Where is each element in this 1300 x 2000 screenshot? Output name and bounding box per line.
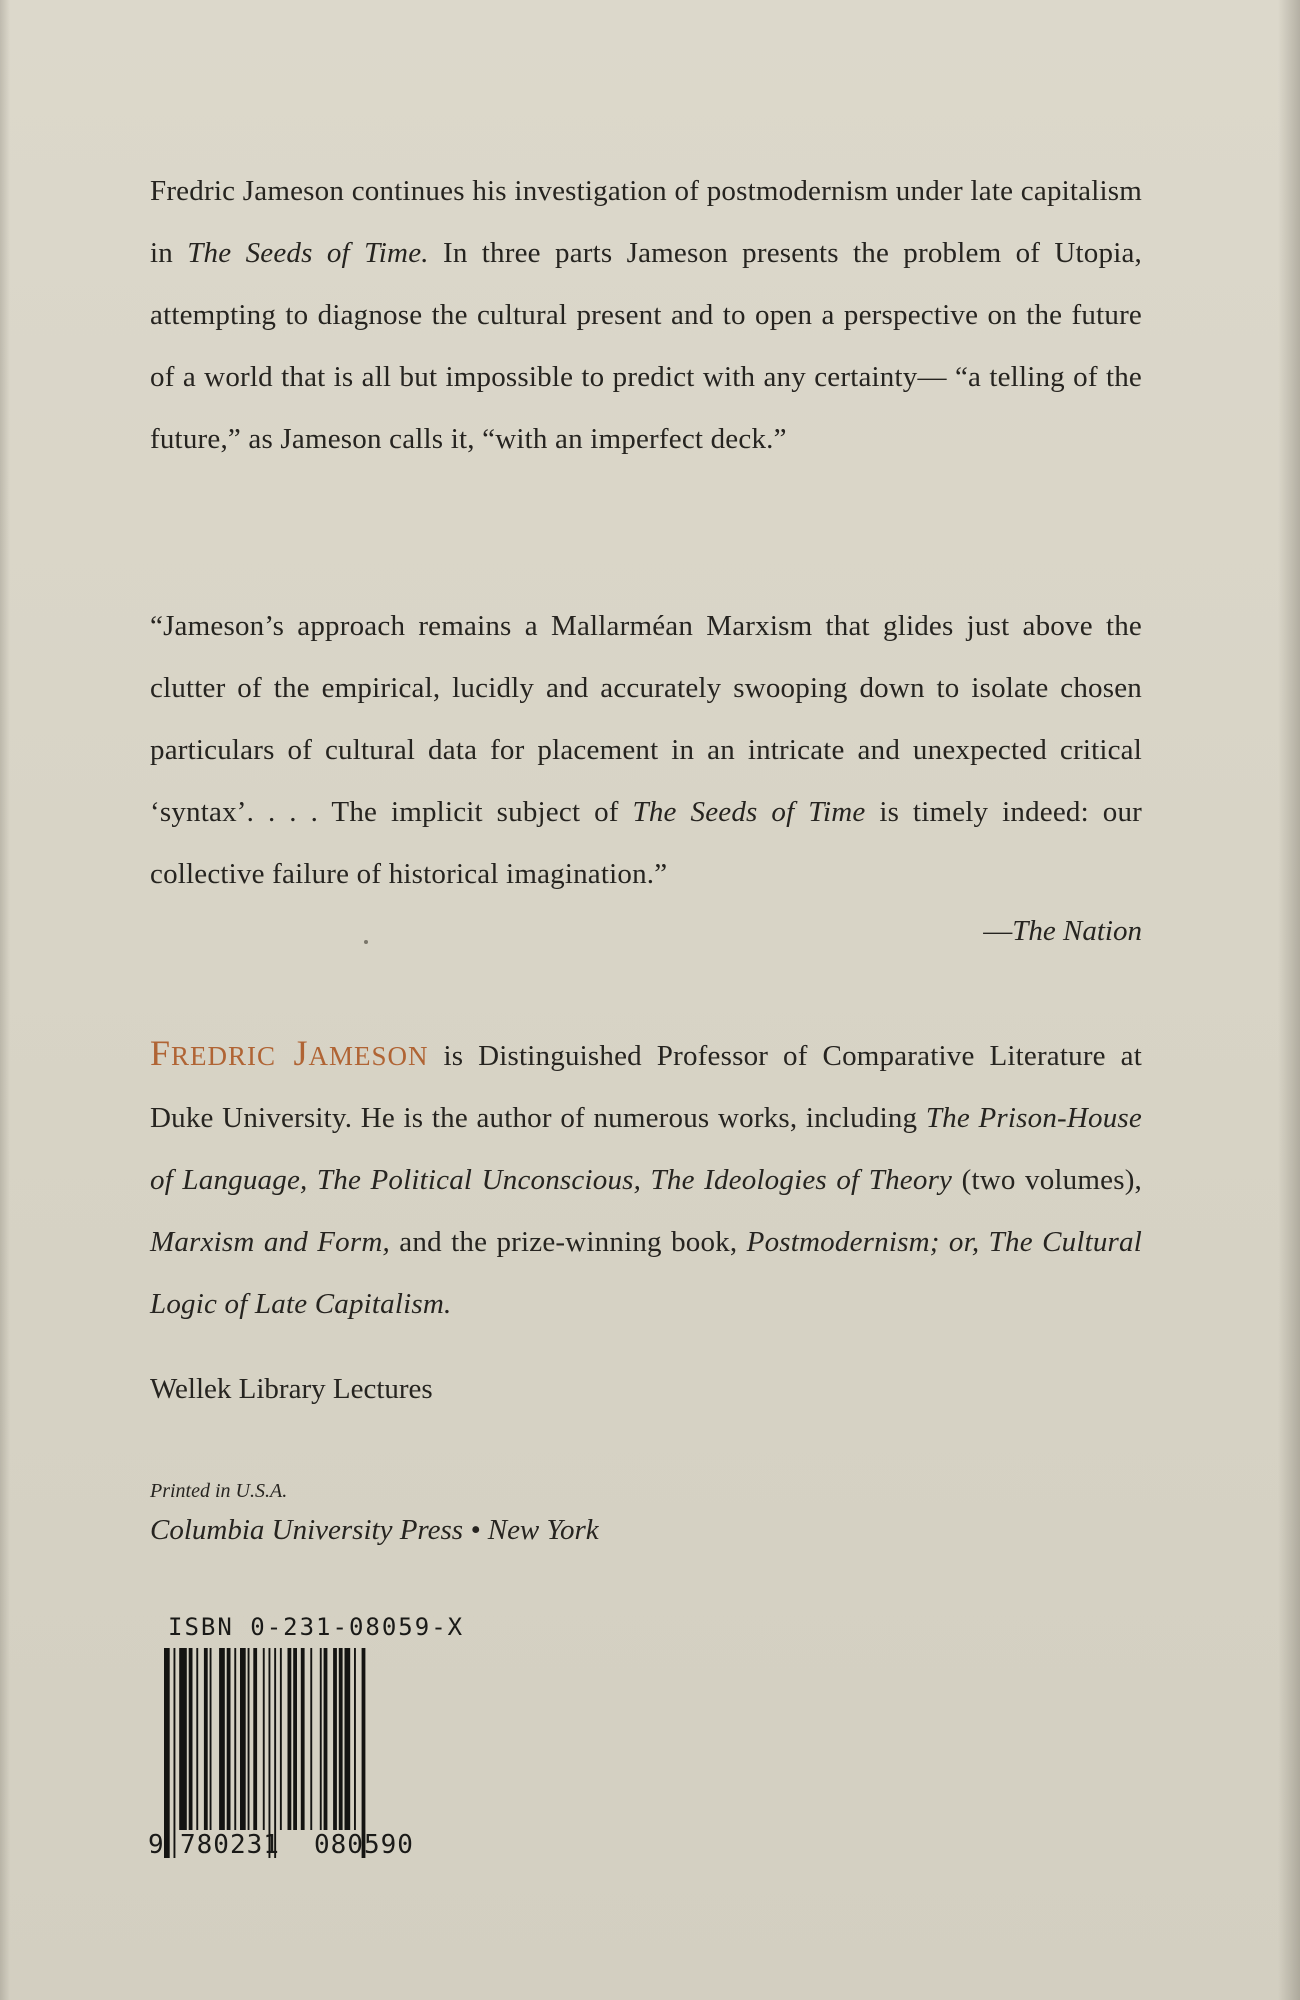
barcode-bar (263, 1648, 265, 1830)
barcode-bar (354, 1648, 356, 1830)
publisher-line: Columbia University Press • New York (150, 1514, 599, 1546)
attribution-dash: — (983, 915, 1013, 947)
barcode-bar (301, 1648, 305, 1830)
barcode-bar (324, 1648, 328, 1830)
barcode-bar (333, 1648, 337, 1830)
attribution-source: The Nation (1012, 915, 1142, 947)
barcode-bar (269, 1648, 271, 1858)
quote-text: “Jameson’s approach remains a Mallarméan Marxism that glides just above the clutter of the empirical, lucidly and accurately swooping down to isolate chosen particulars of cultural data for placement in an intricate and unexpected critical ‘syntax’. . . . The implicit subject of (150, 610, 1142, 828)
barcode-bar (345, 1648, 351, 1830)
barcode-bar (179, 1648, 187, 1830)
barcode-bar (174, 1648, 176, 1858)
author-name-initial: F (150, 1033, 172, 1073)
barcode (164, 1648, 444, 1858)
quote-book-title: The Seeds of Time (632, 796, 866, 828)
series-name: Wellek Library Lectures (150, 1373, 433, 1405)
barcode-bar (288, 1648, 292, 1830)
barcode-bar (248, 1648, 250, 1830)
barcode-bar (210, 1648, 212, 1830)
barcode-right-digits: 080590 (314, 1830, 414, 1860)
barcode-bar (219, 1648, 225, 1830)
bio-text-prize: and the prize-winning book, (389, 1226, 747, 1258)
barcode-bar (196, 1648, 198, 1830)
barcode-bar (339, 1648, 343, 1830)
author-name-space (276, 1033, 293, 1073)
barcode-bar (253, 1648, 257, 1830)
bio-work-marxism: Marxism and Form, (150, 1226, 390, 1258)
barcode-bar (240, 1648, 246, 1830)
bio-text-volumes: (two volumes), (952, 1164, 1142, 1196)
author-name-last: AMESON (308, 1041, 429, 1071)
quote-text-continued: is timely indeed: our collective failure of historical imagination.” (150, 796, 1142, 890)
bio-text: is Distinguished Professor of Comparative Literature at Duke University. He is the author of numerous works, including (150, 1040, 1143, 1134)
review-quote (150, 595, 1142, 905)
description-text-continued: In three parts Jameson presents the problem of Utopia, attempting to diagnose the cultural present and to open a perspective on the future of a world that is all but impossible to predict with any certainty— “a telling of the future,” as Jameson calls it, “with an imperfect deck.” (150, 237, 1142, 455)
quote-attribution (150, 900, 1142, 962)
author-name (150, 1033, 429, 1073)
barcode-bar (280, 1648, 282, 1830)
barcode-bar (164, 1648, 170, 1858)
isbn-label: ISBN 0-231-08059-X (168, 1613, 465, 1641)
description-text: Fredric Jameson continues his investigation of postmodernism under late capitalism in (150, 175, 1142, 269)
cover-left-shadow (0, 0, 10, 2000)
printed-in: Printed in U.S.A. (150, 1480, 288, 1502)
barcode-bar (234, 1648, 236, 1830)
barcode-bar (310, 1648, 312, 1830)
author-bio (150, 1022, 1142, 1335)
bio-work-postmodernism: Postmodernism; or, The Cultural Logic of Late Capitalism. (150, 1226, 1142, 1320)
bio-works-list: The Prison-House of Language, The Political Unconscious, The Ideologies of Theory (150, 1102, 1142, 1196)
barcode-bar (189, 1648, 193, 1830)
description-book-title: The Seeds of Time. (187, 237, 429, 269)
barcode-left-digits: 780231 (180, 1830, 280, 1860)
cover-right-shadow (1278, 0, 1300, 2000)
barcode-bar (204, 1648, 208, 1830)
author-name-first: REDRIC (171, 1041, 277, 1071)
barcode-bar (227, 1648, 231, 1830)
barcode-bar (293, 1648, 297, 1830)
book-description (150, 160, 1142, 470)
barcode-bar (320, 1648, 322, 1830)
barcode-bar (274, 1648, 276, 1858)
author-surname-initial: J (293, 1033, 309, 1073)
barcode-lead-digit: 9 (148, 1830, 164, 1860)
paper-speck (364, 940, 368, 944)
barcode-bar (362, 1648, 366, 1858)
